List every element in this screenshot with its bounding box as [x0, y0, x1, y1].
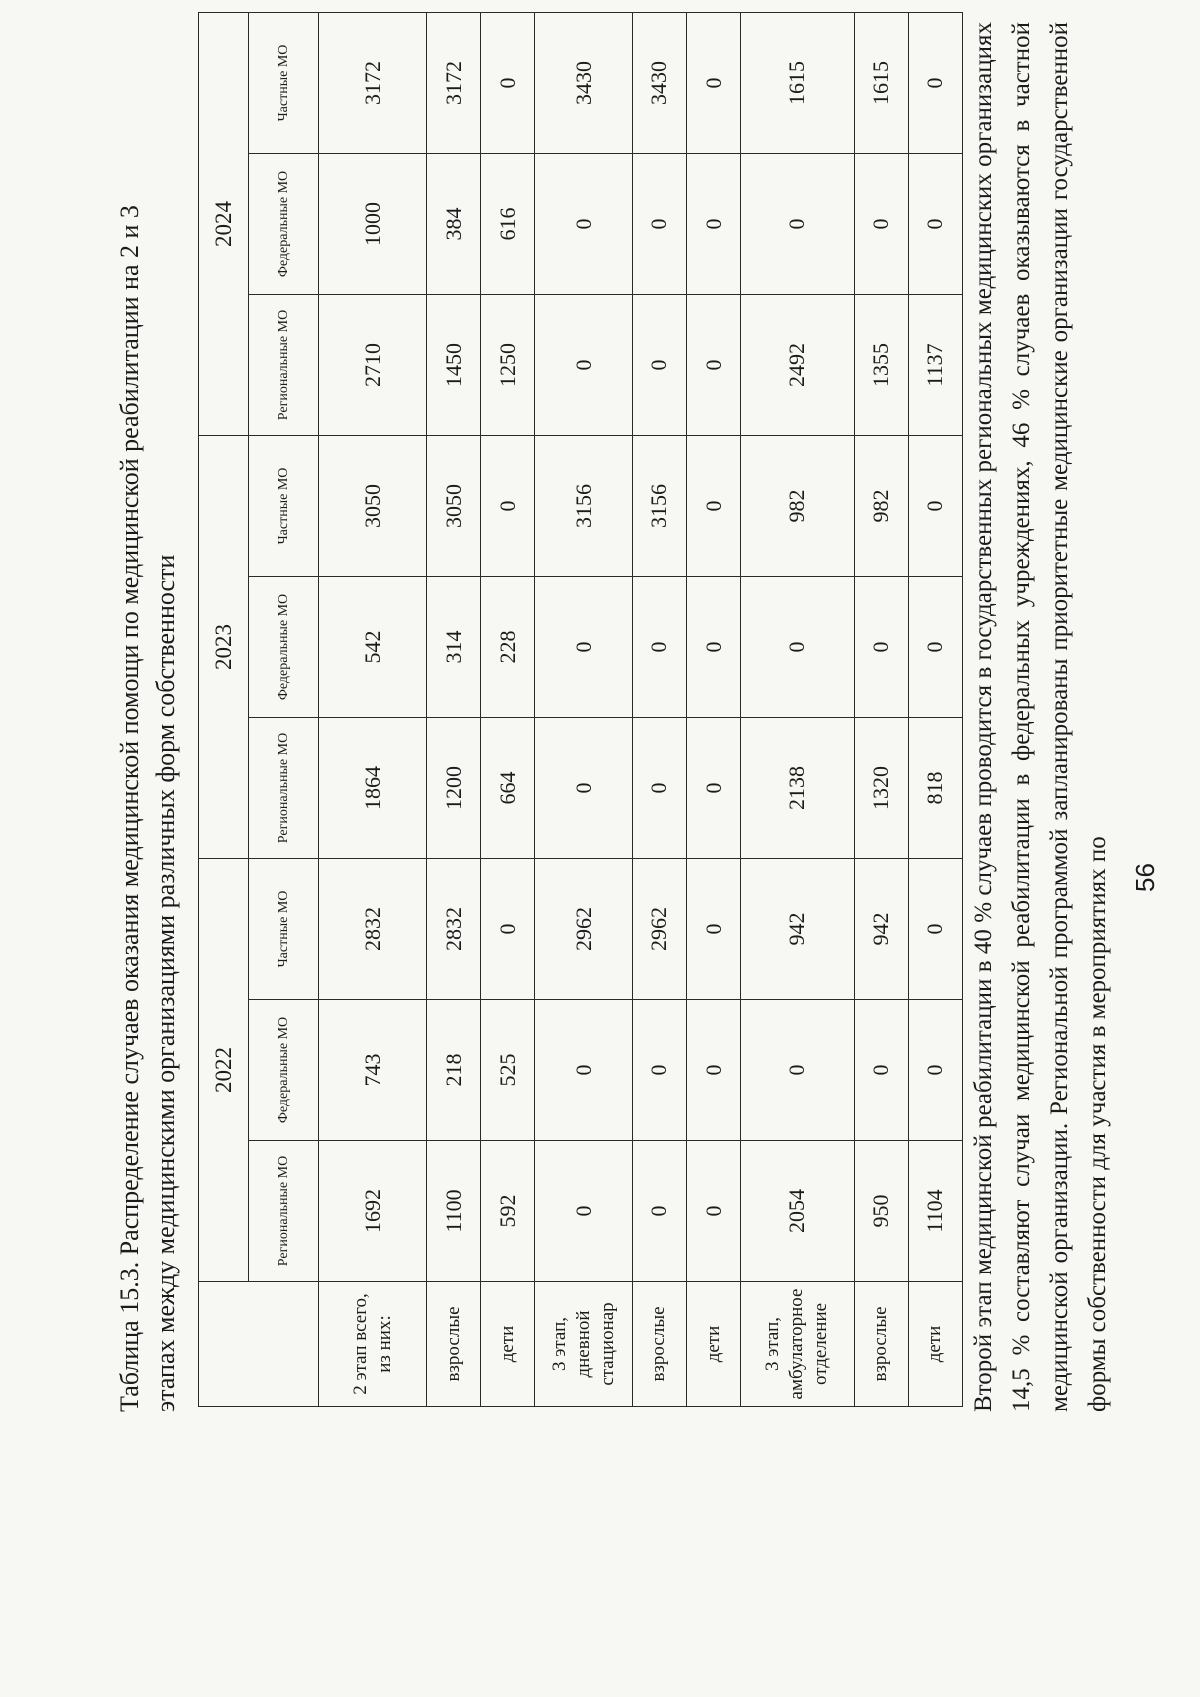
table-cell: 2832 [319, 859, 427, 1000]
table-cell: 3050 [427, 436, 481, 577]
row-label: 2 этап всего, из них: [319, 1282, 427, 1407]
row-label: дети [686, 1282, 740, 1407]
year-header-row [199, 13, 249, 1407]
row-label: дети [908, 1282, 962, 1407]
table-cell: 525 [481, 1000, 535, 1141]
table-cell: 0 [632, 1000, 686, 1141]
row-label: взрослые [427, 1282, 481, 1407]
table-cell: 0 [908, 577, 962, 718]
column-header: Частные МО [249, 436, 319, 577]
table-cell: 0 [686, 13, 740, 154]
table-cell: 0 [741, 1000, 855, 1141]
table-cell: 0 [686, 1141, 740, 1282]
table-cell: 0 [535, 718, 632, 859]
table-cell: 0 [632, 295, 686, 436]
corner-cell [199, 1282, 319, 1407]
year-header: 2023 [199, 436, 249, 859]
column-header: Федеральные МО [249, 1000, 319, 1141]
table-cell: 1104 [908, 1141, 962, 1282]
table-row [319, 13, 427, 1407]
table-cell: 0 [908, 13, 962, 154]
page-number: 56 [1130, 863, 1160, 892]
table-cell: 0 [481, 436, 535, 577]
table-cell: 0 [686, 718, 740, 859]
table-cell: 942 [741, 859, 855, 1000]
table-cell: 0 [535, 295, 632, 436]
table-cell: 2138 [741, 718, 855, 859]
row-label: взрослые [854, 1282, 908, 1407]
table-cell: 0 [632, 577, 686, 718]
table-cell: 3050 [319, 436, 427, 577]
table-cell: 0 [632, 1141, 686, 1282]
year-header: 2024 [199, 13, 249, 436]
table-cell: 1320 [854, 718, 908, 859]
table-cell: 1692 [319, 1141, 427, 1282]
row-label: взрослые [632, 1282, 686, 1407]
table-caption: Таблица 15.3. Распределение случаев оказания медицинской помощи по медицинской реабилитации на 2 и 3 этапах между медицинскими организациями различных форм собственности [115, 205, 180, 1412]
column-header: Региональные МО [249, 295, 319, 436]
table-cell: 1450 [427, 295, 481, 436]
table-cell: 1100 [427, 1141, 481, 1282]
table-cell: 314 [427, 577, 481, 718]
table-cell: 592 [481, 1141, 535, 1282]
table-row [741, 13, 855, 1407]
table-row [854, 13, 908, 1407]
table-cell: 942 [854, 859, 908, 1000]
table-cell: 0 [535, 1141, 632, 1282]
table-cell: 0 [908, 1000, 962, 1141]
table-cell: 982 [854, 436, 908, 577]
table-row [908, 13, 962, 1407]
table-cell: 818 [908, 718, 962, 859]
table-cell: 2962 [535, 859, 632, 1000]
table-cell: 0 [854, 154, 908, 295]
table-cell: 0 [686, 859, 740, 1000]
table-cell: 384 [427, 154, 481, 295]
column-header: Региональные МО [249, 718, 319, 859]
rehabilitation-table [198, 12, 963, 1407]
table-row [427, 13, 481, 1407]
table-cell: 0 [908, 436, 962, 577]
table-row [481, 13, 535, 1407]
table-cell: 0 [535, 1000, 632, 1141]
table-cell: 0 [481, 13, 535, 154]
table-row [535, 13, 632, 1407]
table-cell: 743 [319, 1000, 427, 1141]
table-cell: 0 [908, 154, 962, 295]
table-cell: 664 [481, 718, 535, 859]
table-cell: 616 [481, 154, 535, 295]
table-cell: 0 [741, 154, 855, 295]
table-cell: 3430 [632, 13, 686, 154]
table-row [686, 13, 740, 1407]
subheader-row [249, 13, 319, 1407]
table-cell: 0 [908, 859, 962, 1000]
table-cell: 2832 [427, 859, 481, 1000]
table-cell: 0 [535, 154, 632, 295]
table-body [319, 13, 963, 1407]
column-header: Федеральные МО [249, 577, 319, 718]
table-cell: 0 [854, 577, 908, 718]
column-header: Региональные МО [249, 1141, 319, 1282]
row-label: 3 этап, дневной стационар [535, 1282, 632, 1407]
table-cell: 3172 [319, 13, 427, 154]
column-header: Федеральные МО [249, 154, 319, 295]
year-header: 2022 [199, 859, 249, 1282]
table-cell: 0 [686, 1000, 740, 1141]
table-cell: 0 [535, 577, 632, 718]
table-cell: 1137 [908, 295, 962, 436]
table-row [632, 13, 686, 1407]
table-cell: 0 [481, 859, 535, 1000]
table-cell: 3156 [535, 436, 632, 577]
table-cell: 542 [319, 577, 427, 718]
table-cell: 3430 [535, 13, 632, 154]
table-cell: 2492 [741, 295, 855, 436]
column-header: Частные МО [249, 859, 319, 1000]
table-cell: 0 [686, 154, 740, 295]
table-cell: 1615 [741, 13, 855, 154]
table-cell: 2962 [632, 859, 686, 1000]
body-paragraph: Второй этап медицинской реабилитации в 40 % случаев проводится в государственных региональных медицинских организациях 14,5 % составляют случаи медицинской реабилитации в федеральных учреждениях, 46 % случаев оказываются в частной медицинской организации. Региональной программой запланированы приоритетные медицинские организации государственной формы собственности для участия в мероприятиях по [970, 22, 1111, 1412]
table-cell: 1864 [319, 718, 427, 859]
table-cell: 1250 [481, 295, 535, 436]
table-cell: 0 [632, 154, 686, 295]
table-cell: 2054 [741, 1141, 855, 1282]
table-cell: 1355 [854, 295, 908, 436]
table-cell: 228 [481, 577, 535, 718]
table-cell: 1200 [427, 718, 481, 859]
table-cell: 3156 [632, 436, 686, 577]
row-label: дети [481, 1282, 535, 1407]
table-cell: 0 [632, 718, 686, 859]
table-cell: 0 [741, 577, 855, 718]
table-cell: 0 [686, 436, 740, 577]
table-cell: 982 [741, 436, 855, 577]
table-cell: 0 [854, 1000, 908, 1141]
table-cell: 0 [686, 577, 740, 718]
table-cell: 218 [427, 1000, 481, 1141]
table-cell: 0 [686, 295, 740, 436]
table-cell: 3172 [427, 13, 481, 154]
table-cell: 2710 [319, 295, 427, 436]
column-header: Частные МО [249, 13, 319, 154]
table-cell: 950 [854, 1141, 908, 1282]
table-cell: 1000 [319, 154, 427, 295]
row-label: 3 этап, амбулаторное отделение [741, 1282, 855, 1407]
table-cell: 1615 [854, 13, 908, 154]
